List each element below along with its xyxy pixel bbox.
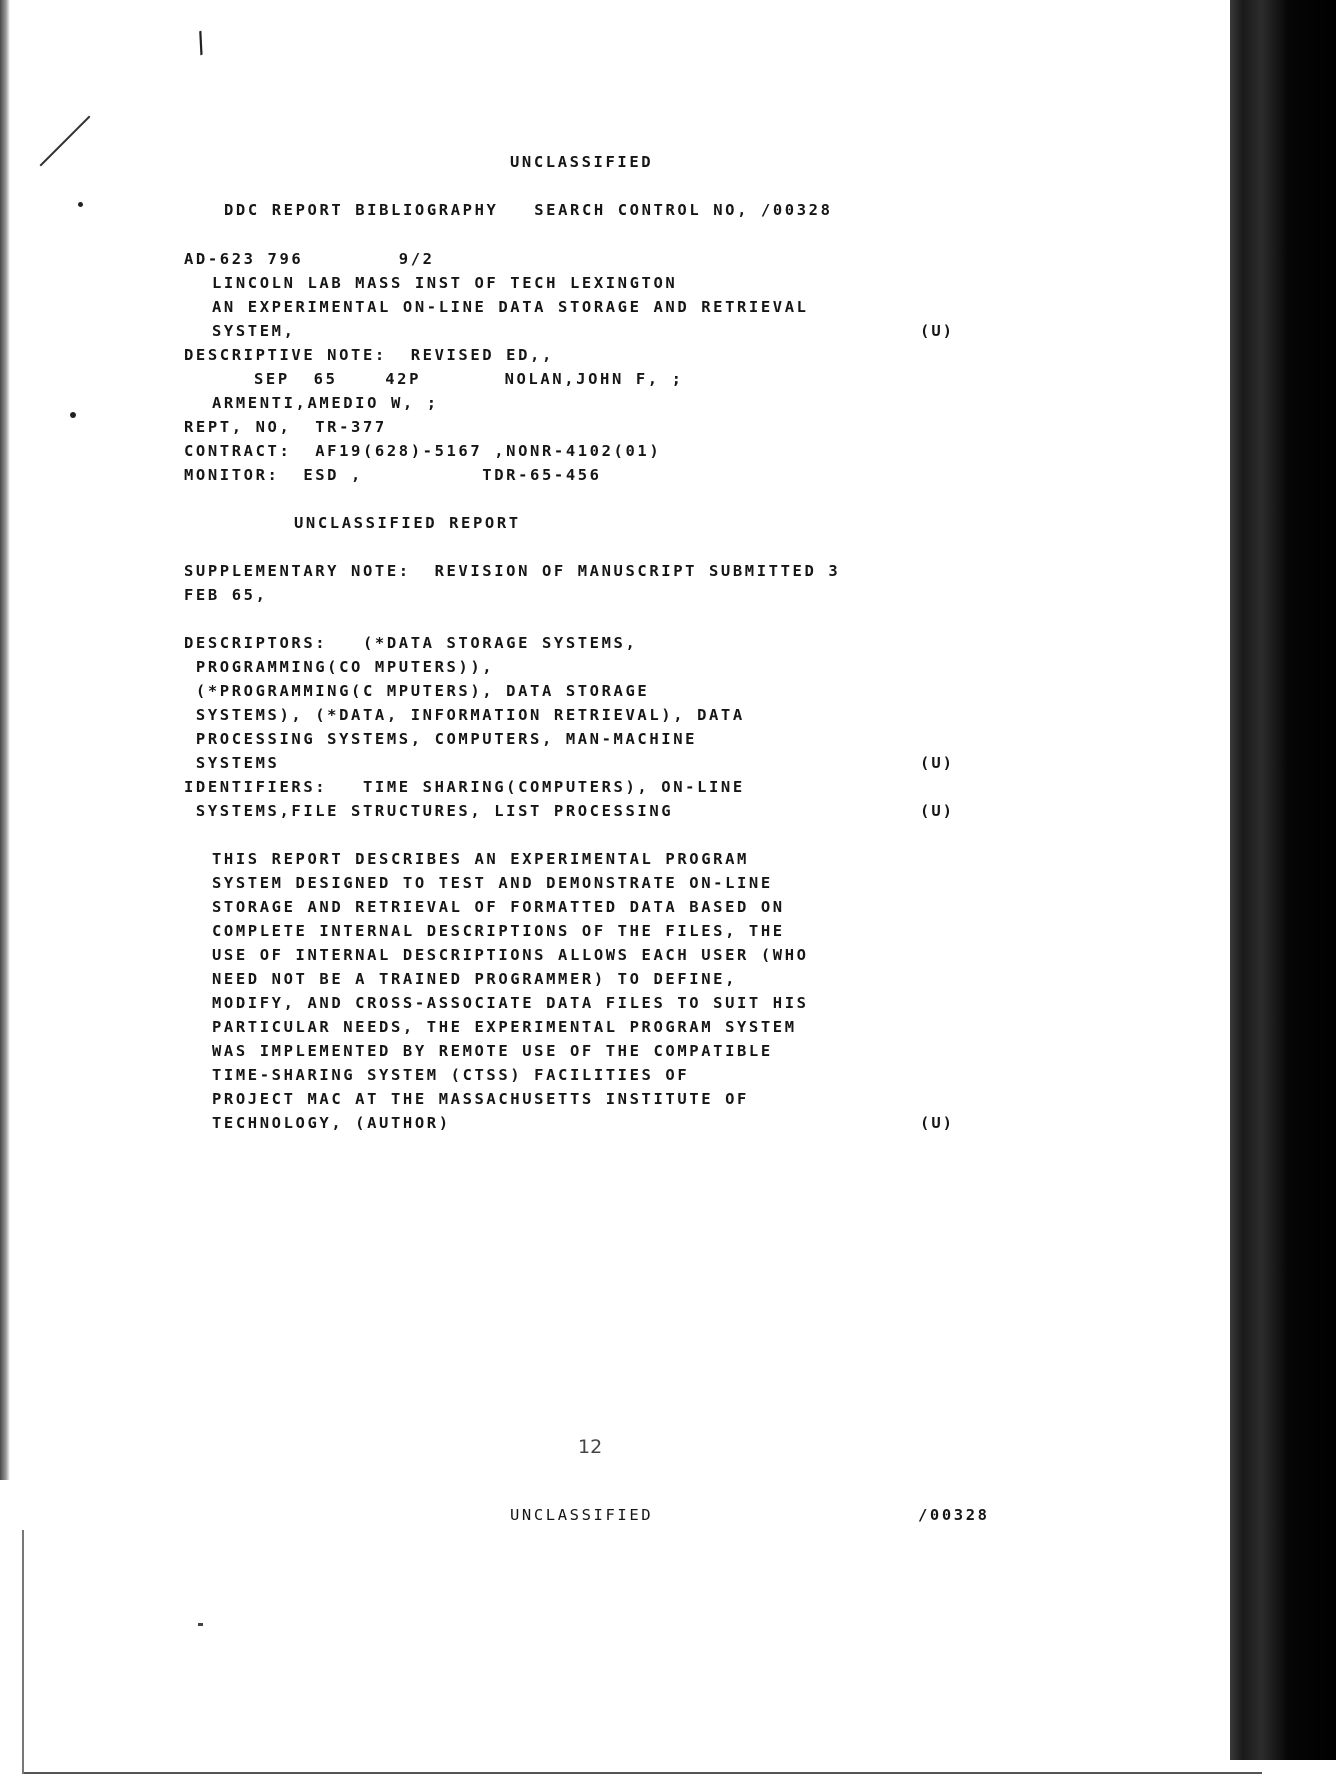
title-line: AN EXPERIMENTAL ON-LINE DATA STORAGE AND RETRIEVAL: [212, 298, 809, 316]
abstract-line: PARTICULAR NEEDS, THE EXPERIMENTAL PROGRAM SYSTEM: [212, 1018, 797, 1036]
abstract-line: COMPLETE INTERNAL DESCRIPTIONS OF THE FILES, THE: [212, 922, 785, 940]
date-pages-author: SEP 65 42P NOLAN,JOHN F, ;: [254, 370, 684, 388]
stray-mark: [78, 202, 83, 207]
abstract-line: MODIFY, AND CROSS-ASSOCIATE DATA FILES TO SUIT HIS: [212, 994, 809, 1012]
stray-mark: [40, 116, 91, 167]
source-organization: LINCOLN LAB MASS INST OF TECH LEXINGTON: [212, 274, 678, 292]
report-number: REPT, NO, TR-377: [184, 418, 387, 436]
author-line: ARMENTI,AMEDIO W, ;: [212, 394, 439, 412]
abstract-line: NEED NOT BE A TRAINED PROGRAMMER) TO DEFINE,: [212, 970, 737, 988]
descriptive-note: DESCRIPTIVE NOTE: REVISED ED,,: [184, 346, 554, 364]
ad-number: AD-623 796 9/2: [184, 250, 435, 268]
footer-control-number: /00328: [918, 1506, 990, 1524]
abstract-line: THIS REPORT DESCRIBES AN EXPERIMENTAL PROGRAM: [212, 850, 749, 868]
descriptors-line: SYSTEMS), (*DATA, INFORMATION RETRIEVAL), DATA: [184, 706, 745, 724]
abstract-line: WAS IMPLEMENTED BY REMOTE USE OF THE COMPATIBLE: [212, 1042, 773, 1060]
descriptors-line: DESCRIPTORS: (*DATA STORAGE SYSTEMS,: [184, 634, 638, 652]
classification-mark: (U): [920, 322, 954, 340]
supplementary-note: FEB 65,: [184, 586, 268, 604]
classification-mark: (U): [920, 754, 954, 772]
abstract-line: PROJECT MAC AT THE MASSACHUSETTS INSTITUTE OF: [212, 1090, 749, 1108]
scan-right-edge-band: [1230, 0, 1336, 1760]
abstract-line: USE OF INTERNAL DESCRIPTIONS ALLOWS EACH USER (WHO: [212, 946, 809, 964]
monitor: MONITOR: ESD , TDR-65-456: [184, 466, 602, 484]
stray-mark: [198, 1623, 203, 1626]
scan-margin-mark: [22, 1530, 24, 1774]
contract: CONTRACT: AF19(628)-5167 ,NONR-4102(01): [184, 442, 662, 460]
title-line: SYSTEM,: [212, 322, 296, 340]
stray-mark: /: [190, 25, 211, 60]
classification-mark: (U): [920, 802, 954, 820]
abstract-line: TIME-SHARING SYSTEM (CTSS) FACILITIES OF: [212, 1066, 690, 1084]
supplementary-note: SUPPLEMENTARY NOTE: REVISION OF MANUSCRIPT SUBMITTED 3: [184, 562, 841, 580]
report-classification: UNCLASSIFIED REPORT: [294, 514, 521, 532]
bibliography-title: DDC REPORT BIBLIOGRAPHY SEARCH CONTROL NO, /00328: [224, 201, 833, 219]
identifiers-line: IDENTIFIERS: TIME SHARING(COMPUTERS), ON-LINE: [184, 778, 745, 796]
abstract-line: STORAGE AND RETRIEVAL OF FORMATTED DATA BASED ON: [212, 898, 785, 916]
classification-mark: (U): [920, 1114, 954, 1132]
page-number: 12: [578, 1436, 603, 1458]
abstract-line: TECHNOLOGY, (AUTHOR): [212, 1114, 451, 1132]
abstract-line: SYSTEM DESIGNED TO TEST AND DEMONSTRATE ON-LINE: [212, 874, 773, 892]
identifiers-line: SYSTEMS,FILE STRUCTURES, LIST PROCESSING: [184, 802, 674, 820]
descriptors-line: SYSTEMS: [184, 754, 280, 772]
descriptors-line: PROCESSING SYSTEMS, COMPUTERS, MAN-MACHINE: [184, 730, 698, 748]
descriptors-line: PROGRAMMING(CO MPUTERS)),: [184, 658, 495, 676]
descriptors-line: (*PROGRAMMING(C MPUTERS), DATA STORAGE: [184, 682, 650, 700]
scan-bottom-edge: [22, 1772, 1262, 1774]
stray-mark: [70, 412, 76, 418]
scan-left-edge: [0, 0, 10, 1480]
header-classification: UNCLASSIFIED: [510, 153, 654, 171]
footer-classification: UNCLASSIFIED: [510, 1506, 654, 1524]
